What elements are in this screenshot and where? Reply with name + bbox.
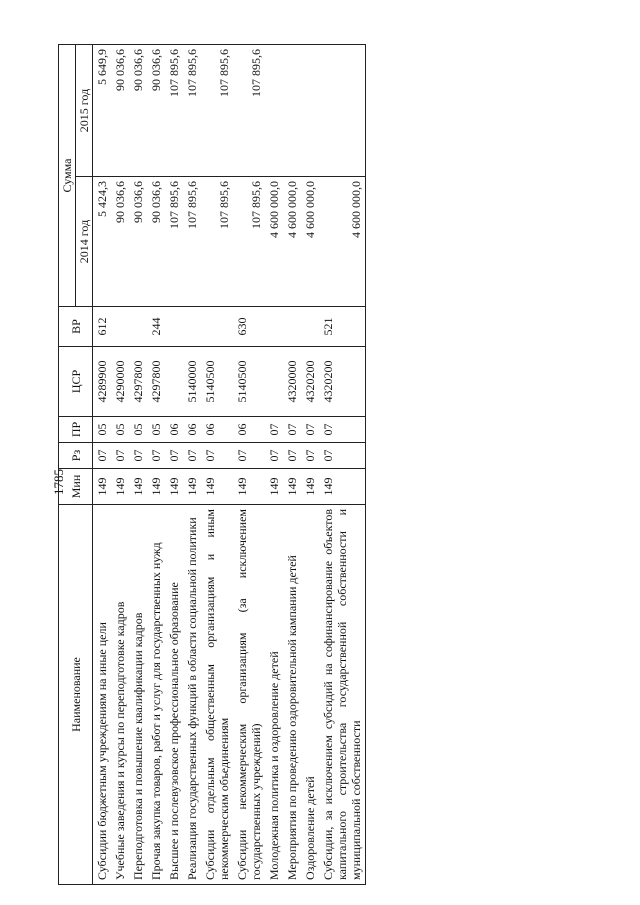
cell-pr: 05: [111, 417, 129, 443]
cell-2014: 5 424,3: [93, 177, 112, 307]
header-rz: Рз: [59, 443, 93, 469]
cell-min: 149: [319, 469, 366, 505]
cell-min: 149: [111, 469, 129, 505]
cell-2015: 5 649,9: [93, 44, 112, 176]
cell-rz: 07: [233, 443, 265, 469]
cell-vr: [165, 307, 183, 347]
cell-2014: 107 895,6: [165, 177, 183, 307]
cell-rz: 07: [147, 443, 165, 469]
cell-vr: 630: [233, 307, 265, 347]
cell-pr: 07: [283, 417, 301, 443]
cell-min: 149: [165, 469, 183, 505]
cell-2014: 90 036,6: [147, 177, 165, 307]
cell-pr: 05: [147, 417, 165, 443]
cell-vr: 521: [319, 307, 366, 347]
cell-2015: 107 895,6: [183, 44, 201, 176]
page-number: 1785: [51, 469, 66, 495]
cell-rz: 07: [93, 443, 112, 469]
table-row: [111, 44, 129, 884]
cell-csr: 5140500: [201, 347, 233, 417]
cell-csr: 4320200: [319, 347, 366, 417]
cell-2014: 4 600 000,0: [319, 177, 366, 307]
header-name: Наименование: [59, 505, 93, 885]
cell-csr: 4289900: [93, 347, 112, 417]
cell-name: Учебные заведения и курсы по переподготовке кадров: [111, 505, 129, 885]
header-pr: ПР: [59, 417, 93, 443]
header-min: Мин: [59, 469, 93, 505]
cell-vr: [183, 307, 201, 347]
cell-2015: 90 036,6: [147, 44, 165, 176]
table-row: [93, 44, 112, 884]
cell-min: 149: [283, 469, 301, 505]
cell-csr: 5140000: [183, 347, 201, 417]
cell-2015: [283, 44, 301, 176]
cell-2015: 107 895,6: [201, 44, 233, 176]
cell-min: 149: [129, 469, 147, 505]
cell-2014: 4 600 000,0: [283, 177, 301, 307]
table-body: [93, 44, 366, 884]
budget-table: [58, 44, 366, 885]
header-2015: 2015 год: [76, 44, 93, 176]
cell-2014: 90 036,6: [129, 177, 147, 307]
table-row: [129, 44, 147, 884]
cell-name: Субсидии отдельным общественным организациям и иным некоммерческим объединениям: [201, 505, 233, 885]
cell-name: Реализация государственных функций в области социальной политики: [183, 505, 201, 885]
cell-rz: 07: [111, 443, 129, 469]
cell-name: Прочая закупка товаров, работ и услуг для государственных нужд: [147, 505, 165, 885]
cell-2015: 107 895,6: [165, 44, 183, 176]
cell-2014: 90 036,6: [111, 177, 129, 307]
cell-csr: [265, 347, 283, 417]
cell-pr: 06: [233, 417, 265, 443]
table-header: [59, 44, 93, 884]
cell-name: Оздоровление детей: [301, 505, 319, 885]
cell-min: 149: [93, 469, 112, 505]
table-row: [165, 44, 183, 884]
cell-csr: [165, 347, 183, 417]
cell-2015: 90 036,6: [129, 44, 147, 176]
cell-csr: 4290000: [111, 347, 129, 417]
cell-rz: 07: [301, 443, 319, 469]
cell-2015: [301, 44, 319, 176]
cell-vr: [201, 307, 233, 347]
cell-vr: [265, 307, 283, 347]
cell-min: 149: [233, 469, 265, 505]
cell-pr: 07: [319, 417, 366, 443]
cell-min: 149: [201, 469, 233, 505]
cell-rz: 07: [283, 443, 301, 469]
cell-2014: 4 600 000,0: [301, 177, 319, 307]
cell-name: Субсидии, за исключением субсидий на софинансирование объектов капитального строительства государственной собственности и муниципальной собственности: [319, 505, 366, 885]
cell-csr: 5140500: [233, 347, 265, 417]
cell-name: Переподготовка и повышение квалификации кадров: [129, 505, 147, 885]
cell-vr: 612: [93, 307, 112, 347]
cell-csr: 4320200: [301, 347, 319, 417]
cell-csr: 4320000: [283, 347, 301, 417]
table-row: [319, 44, 366, 884]
cell-vr: 244: [147, 307, 165, 347]
cell-pr: 07: [265, 417, 283, 443]
cell-2015: 90 036,6: [111, 44, 129, 176]
header-csr: ЦСР: [59, 347, 93, 417]
cell-name: Субсидии бюджетным учреждениям на иные цели: [93, 505, 112, 885]
cell-rz: 07: [319, 443, 366, 469]
cell-pr: 06: [165, 417, 183, 443]
cell-pr: 06: [183, 417, 201, 443]
header-2014: 2014 год: [76, 177, 93, 307]
cell-pr: 07: [301, 417, 319, 443]
cell-name: Мероприятия по проведению оздоровительной кампании детей: [283, 505, 301, 885]
table-row: [183, 44, 201, 884]
cell-2015: [319, 44, 366, 176]
cell-2014: 107 895,6: [233, 177, 265, 307]
cell-rz: 07: [201, 443, 233, 469]
cell-name: Молодежная политика и оздоровление детей: [265, 505, 283, 885]
cell-csr: 4297800: [147, 347, 165, 417]
cell-min: 149: [147, 469, 165, 505]
header-vr: ВР: [59, 307, 93, 347]
table-row: [147, 44, 165, 884]
cell-rz: 07: [129, 443, 147, 469]
cell-2014: 107 895,6: [183, 177, 201, 307]
cell-vr: [129, 307, 147, 347]
cell-pr: 06: [201, 417, 233, 443]
cell-min: 149: [265, 469, 283, 505]
cell-name: Высшее и послевузовское профессиональное образование: [165, 505, 183, 885]
budget-table-container: [58, 45, 578, 885]
table-row: [301, 44, 319, 884]
cell-csr: 4297800: [129, 347, 147, 417]
table-row: [283, 44, 301, 884]
table-row: [201, 44, 233, 884]
cell-rz: 07: [265, 443, 283, 469]
cell-min: 149: [183, 469, 201, 505]
cell-vr: [283, 307, 301, 347]
header-sum: Сумма: [59, 44, 76, 306]
cell-pr: 05: [93, 417, 112, 443]
cell-name: Субсидии некоммерческим организациям (за исключением государственных учреждений): [233, 505, 265, 885]
cell-2014: 107 895,6: [201, 177, 233, 307]
table-row: [265, 44, 283, 884]
cell-vr: [301, 307, 319, 347]
table-row: [233, 44, 265, 884]
cell-vr: [111, 307, 129, 347]
cell-min: 149: [301, 469, 319, 505]
cell-pr: 05: [129, 417, 147, 443]
cell-rz: 07: [183, 443, 201, 469]
cell-2014: 4 600 000,0: [265, 177, 283, 307]
cell-2015: [265, 44, 283, 176]
cell-rz: 07: [165, 443, 183, 469]
cell-2015: 107 895,6: [233, 44, 265, 176]
